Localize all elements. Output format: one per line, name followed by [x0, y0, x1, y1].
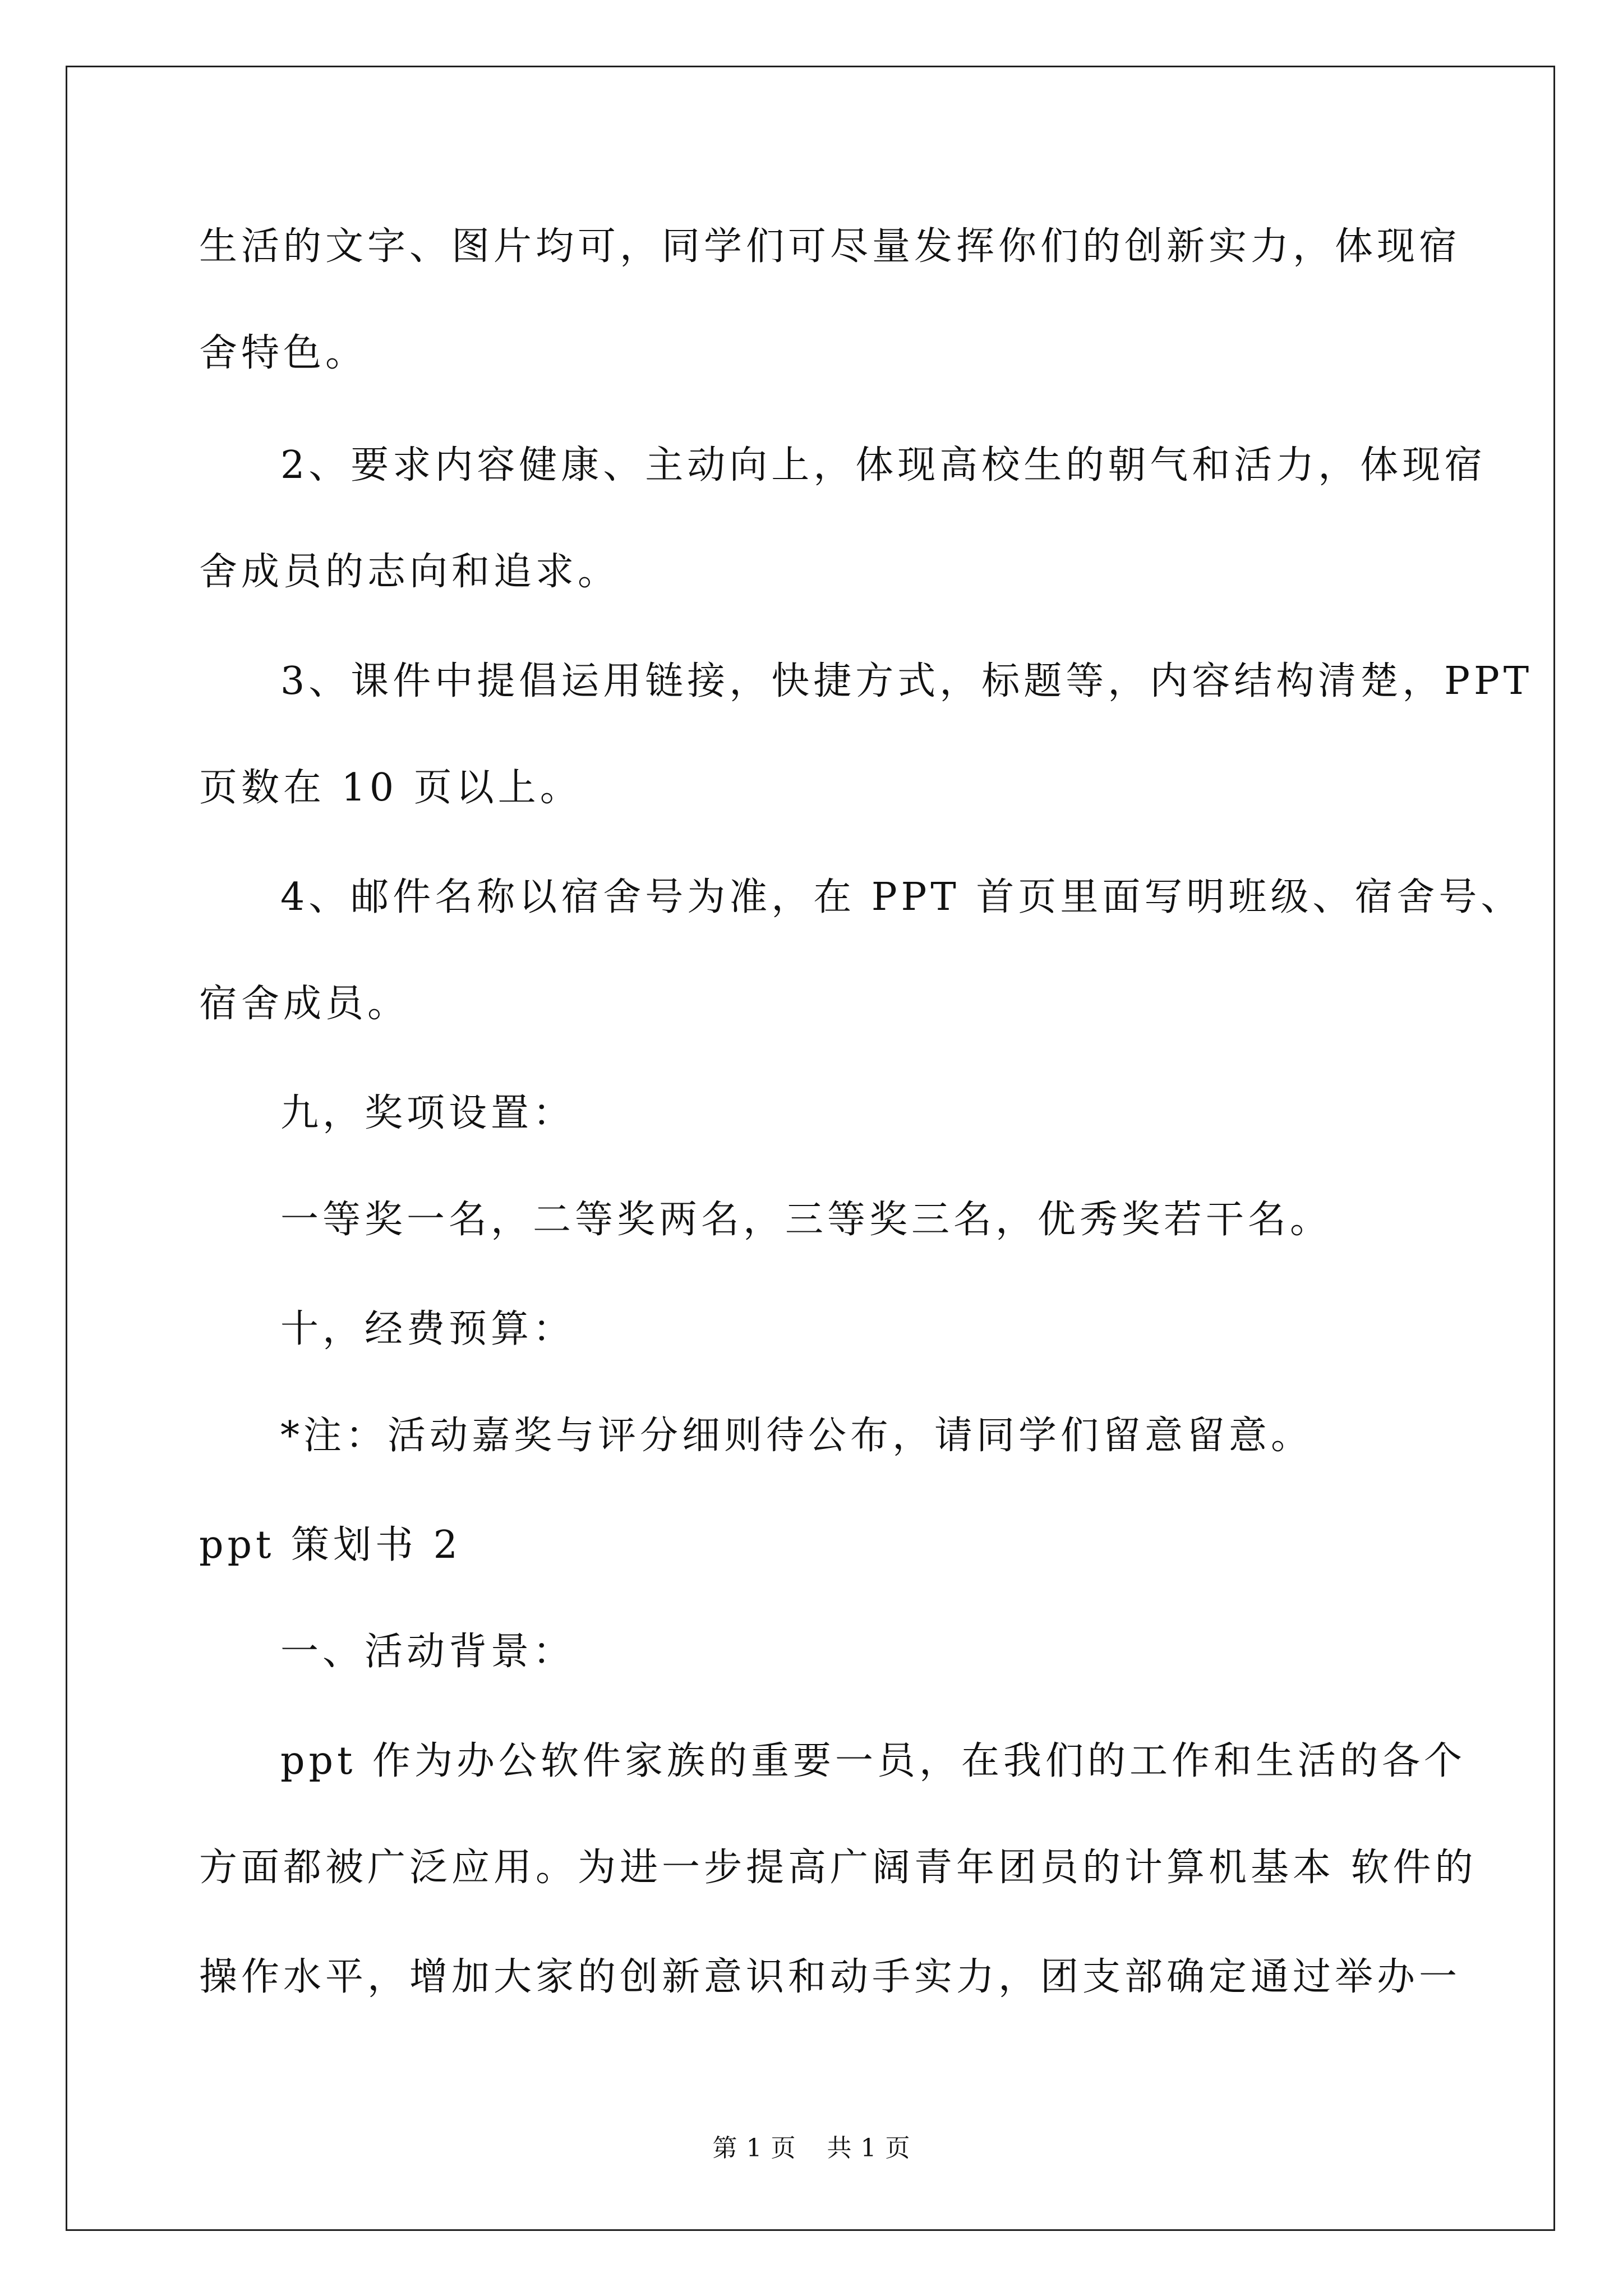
- page-total: 共 1 页: [827, 2134, 911, 2162]
- section-heading: 一、活动背景：: [280, 1630, 575, 1674]
- text-line: ppt 作为办公软件家族的重要一员，在我们的工作和生活的各个: [280, 1739, 1467, 1783]
- text-line: 操作水平，增加大家的创新意识和动手实力，团支部确定通过举办一: [199, 1955, 1461, 1999]
- page-border: [66, 66, 1555, 2231]
- text-line: 2、要求内容健康、主动向上，体现高校生的朝气和活力，体现宿: [280, 443, 1487, 487]
- text-line: 生活的文字、图片均可，同学们可尽量发挥你们的创新实力，体现宿: [199, 224, 1461, 269]
- text-line: 页数在 10 页以上。: [199, 766, 582, 810]
- text-line: 宿舍成员。: [199, 982, 410, 1026]
- text-line: 舍成员的志向和追求。: [199, 550, 620, 594]
- text-line: 舍特色。: [199, 331, 368, 375]
- text-line: 4、邮件名称以宿舍号为准，在 PPT 首页里面写明班级、宿舍号、: [280, 875, 1523, 919]
- text-line: 3、课件中提倡运用链接，快捷方式，标题等，内容结构清楚，PPT: [280, 659, 1533, 703]
- page-number: 第 1 页: [712, 2134, 796, 2162]
- text-line: *注：活动嘉奖与评分细则待公布，请同学们留意留意。: [280, 1414, 1313, 1458]
- document-title: ppt 策划书 2: [199, 1523, 462, 1567]
- text-line: 方面都被广泛应用。为进一步提高广阔青年团员的计算机基本 软件的: [199, 1846, 1477, 1890]
- page-footer: [0, 2132, 1623, 2165]
- section-heading: 十，经费预算：: [280, 1307, 575, 1351]
- text-line: 一等奖一名，二等奖两名，三等奖三名，优秀奖若干名。: [280, 1198, 1332, 1242]
- section-heading: 九，奖项设置：: [280, 1091, 575, 1135]
